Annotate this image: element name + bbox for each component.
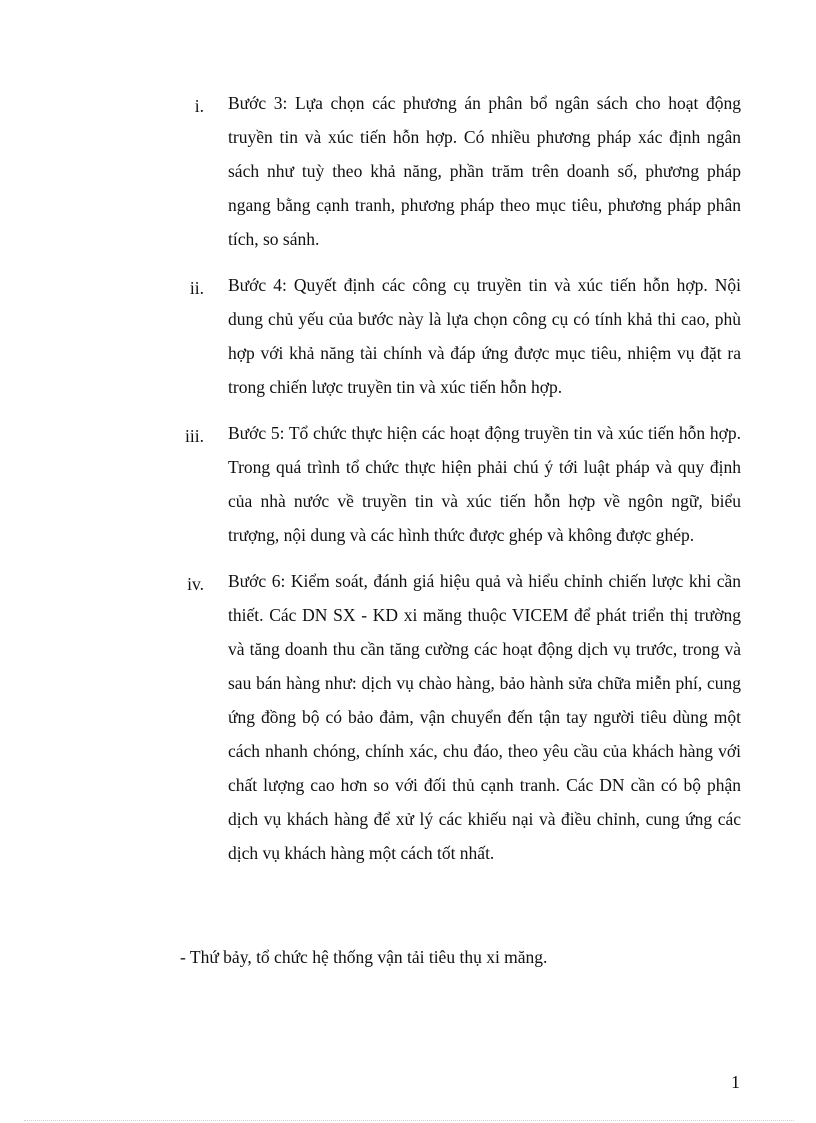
page-number: 1 [731, 1072, 740, 1092]
list-marker: i. [194, 96, 204, 116]
list-item [0, 86, 816, 256]
list-marker: ii. [189, 278, 204, 298]
list-item-text: Bước 5: Tổ chức thực hiện các hoạt động truyền tin và xúc tiến hỗn hợp. Trong quá trình tổ chức thực hiện phải chú ý tới luật pháp và quy định của nhà nước về truyền tin và xúc tiến hỗn hợp về ngôn ngữ, biểu trượng, nội dung và các hình thức được ghép và không được ghép. [228, 423, 741, 545]
list-item [0, 268, 816, 404]
list-marker: iv. [187, 574, 204, 594]
footer-divider [24, 1120, 794, 1121]
list-item-text: Bước 3: Lựa chọn các phương án phân bổ ngân sách cho hoạt động truyền tin và xúc tiến hỗn hợp. Có nhiều phương pháp xác định ngân sách như tuỳ theo khả năng, phần trăm trên doanh số, phương pháp ngang bằng cạnh tranh, phương pháp theo mục tiêu, phương pháp phân tích, so sánh. [228, 93, 741, 249]
closing-paragraph: - Thứ bảy, tổ chức hệ thống vận tải tiêu thụ xi măng. [180, 947, 548, 967]
list-marker: iii. [185, 426, 204, 446]
list-item [0, 416, 816, 552]
step-list [0, 86, 816, 882]
list-item [0, 564, 816, 870]
list-item-text: Bước 6: Kiểm soát, đánh giá hiệu quả và hiểu chỉnh chiến lược khi cần thiết. Các DN SX - KD xi măng thuộc VICEM để phát triển thị trường và tăng doanh thu cần tăng cường các hoạt động dịch vụ trước, trong và sau bán hàng như: dịch vụ chào hàng, bảo hành sửa chữa miễn phí, cung ứng đồng bộ có bảo đảm, vận chuyển đến tận tay người tiêu dùng một cách nhanh chóng, chính xác, chu đáo, theo yêu cầu của khách hàng với chất lượng cao hơn so với đối thủ cạnh tranh. Các DN cần có bộ phận dịch vụ khách hàng để xử lý các khiếu nại và điều chỉnh, cung ứng các dịch vụ khách hàng một cách tốt nhất. [228, 571, 741, 863]
list-item-text: Bước 4: Quyết định các công cụ truyền tin và xúc tiến hỗn hợp. Nội dung chủ yếu của bước này là lựa chọn công cụ có tính khả thi cao, phù hợp với khả năng tài chính và đáp ứng được mục tiêu, nhiệm vụ đặt ra trong chiến lược truyền tin và xúc tiến hỗn hợp. [228, 275, 741, 397]
